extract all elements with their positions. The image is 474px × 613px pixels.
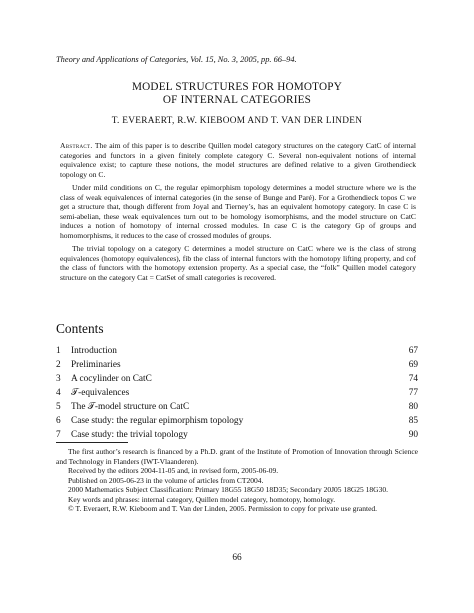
paper-title-line-2: OF INTERNAL CATEGORIES xyxy=(162,94,312,106)
toc-section-number: 6 xyxy=(56,416,61,426)
toc-page-number: 74 xyxy=(408,374,418,384)
toc-section-title: Preliminaries xyxy=(71,360,121,370)
contents-heading: Contents xyxy=(56,321,104,336)
toc-entry[interactable] xyxy=(56,358,418,372)
toc-entry[interactable] xyxy=(56,344,418,358)
page-number: 66 xyxy=(232,553,242,563)
toc-section-title: Case study: the trivial topology xyxy=(71,430,188,440)
abstract-paragraph-2: Under mild conditions on C, the regular epimorphism topology determines a model structure where we is the class of weak equivalences of internal categories (in the sense of Bunge and Paré). For a Grothendieck topos C we get a structure that, though different from Joyal and Tierney’s, has an equivalent homotopy category. In case C is semi-abelian, these weak equivalences turn out to be homology isomorphisms, and the model structure on CatC induces a notion of homotopy of internal crossed modules. In case C is the category Gp of groups and homomorphisms, it reduces to the case of crossed modules of groups. xyxy=(60,183,416,240)
footnote-msc: 2000 Mathematics Subject Classification: Primary 18G55 18G50 18D35; Secondary 20J05 18G25 18G30. xyxy=(68,485,388,494)
paper-title-line-1: MODEL STRUCTURES FOR HOMOTOPY xyxy=(132,81,342,93)
toc-section-title: Introduction xyxy=(71,346,117,356)
toc-section-title: 𝒯-equivalences xyxy=(71,388,130,398)
table-of-contents xyxy=(56,344,418,442)
footnote-copyright: © T. Everaert, R.W. Kieboom and T. Van der Linden, 2005. Permission to copy for private use granted. xyxy=(68,504,378,513)
toc-entry[interactable] xyxy=(56,400,418,414)
toc-section-number: 2 xyxy=(56,360,61,370)
toc-page-number: 69 xyxy=(408,360,418,370)
footnote-keywords: Key words and phrases: internal category, Quillen model category, homotopy, homology. xyxy=(68,494,336,504)
toc-page-number: 67 xyxy=(408,346,418,356)
abstract-paragraph-1-text: The aim of this paper is to describe Quillen model category structures on the category CatC of internal categories and functors in a given finitely complete category C. Several non-equivalent notions of internal equivalence exist; to capture these notions, the model structures are defined relative to a given Grothendieck topology on C. xyxy=(60,141,416,179)
footnote-rule xyxy=(56,442,128,443)
toc-section-title: The 𝒯-model structure on CatC xyxy=(71,402,190,412)
toc-section-number: 4 xyxy=(56,388,61,398)
toc-page-number: 90 xyxy=(408,430,418,440)
toc-page-number: 77 xyxy=(408,388,418,398)
toc-entry[interactable] xyxy=(56,428,418,442)
toc-section-title: Case study: the regular epimorphism topology xyxy=(71,416,244,426)
abstract xyxy=(60,141,416,286)
abstract-paragraph-1 xyxy=(60,141,416,179)
toc-entry[interactable] xyxy=(56,386,418,400)
footnote-received: Received by the editors 2004-11-05 and, in revised form, 2005-06-09. xyxy=(68,466,279,475)
toc-section-number: 1 xyxy=(56,346,61,356)
toc-section-title: A cocylinder on CatC xyxy=(71,374,152,384)
toc-entry[interactable] xyxy=(56,372,418,386)
journal-citation: Theory and Applications of Categories, Vol. 15, No. 3, 2005, pp. 66–94. xyxy=(56,55,297,64)
author-list: T. EVERAERT, R.W. KIEBOOM AND T. VAN DER LINDEN xyxy=(111,116,363,126)
abstract-paragraph-3: The trivial topology on a category C determines a model structure on CatC where we is the class of strong equivalences (homotopy equivalences), fib the class of internal functors with the homotopy lifting property, and cof the class of functors with the homotopy extension property. As a special case, the “folk” Quillen model category structure on the category Cat = CatSet of small categories is recovered. xyxy=(60,244,416,282)
toc-entry[interactable] xyxy=(56,414,418,428)
footnote-published: Published on 2005-06-23 in the volume of articles from CT2004. xyxy=(68,475,264,485)
toc-page-number: 80 xyxy=(408,402,418,412)
abstract-label: Abstract. xyxy=(60,141,93,150)
toc-section-number: 7 xyxy=(56,430,61,440)
footnote-funding: The first author’s research is financed by a Ph.D. grant of the Institute of Promotion of Innovation through Science and Technology in Flanders (IWT-Vlaanderen). xyxy=(56,447,418,466)
toc-section-number: 5 xyxy=(56,402,61,412)
toc-page-number: 85 xyxy=(408,416,418,426)
footnotes xyxy=(56,447,418,514)
toc-section-number: 3 xyxy=(56,374,61,384)
